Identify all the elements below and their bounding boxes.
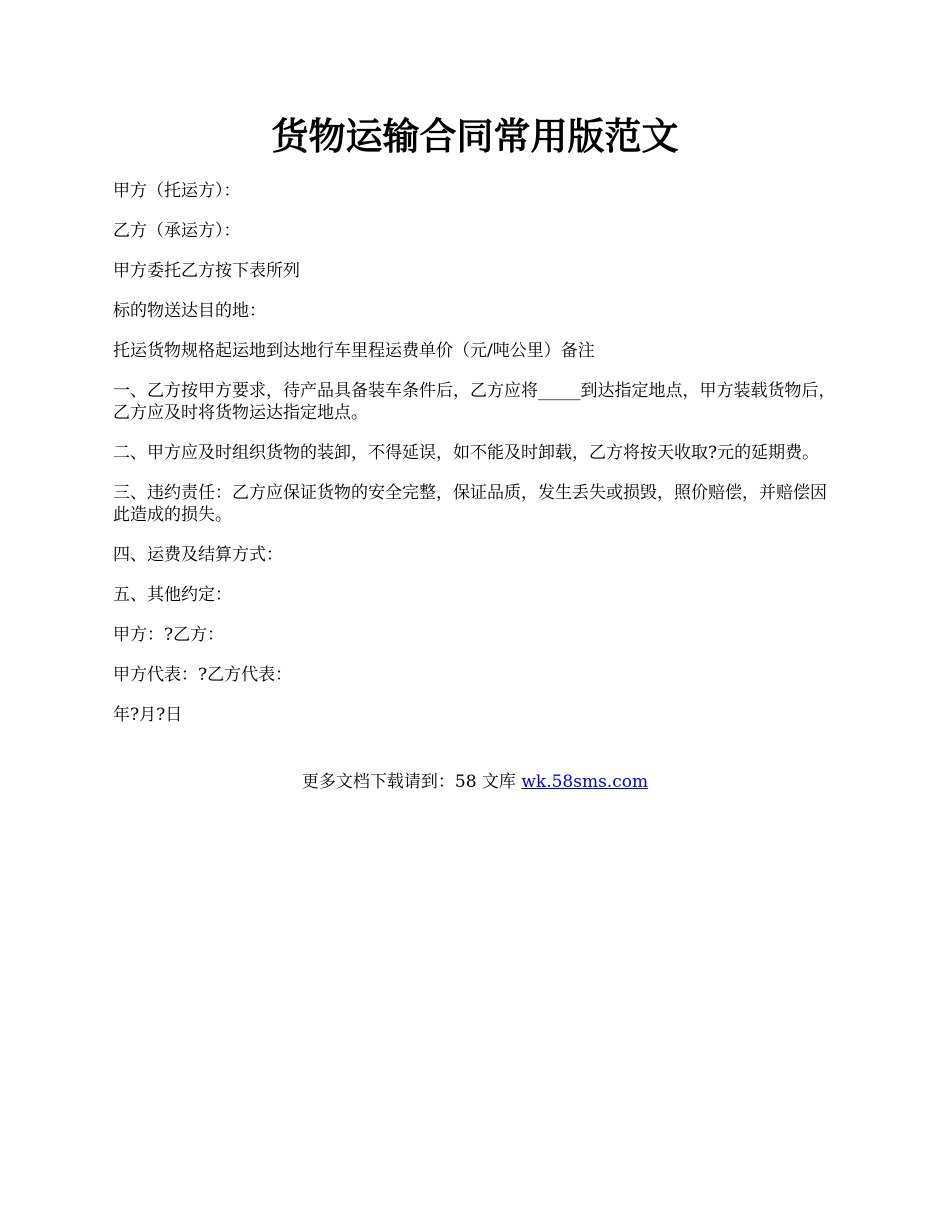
footer-link[interactable]: wk.58sms.com (521, 772, 649, 792)
clause-3: 三、违约责任：乙方应保证货物的安全完整，保证品质，发生丢失或损毁，照价赔偿，并赔偿因此造成的损失。 (113, 483, 827, 525)
download-footer (0, 771, 950, 793)
entrust-line: 甲方委托乙方按下表所列 (113, 261, 300, 281)
clause-2: 二、甲方应及时组织货物的装卸，不得延误，如不能及时卸载，乙方将按天收取?元的延期费。 (113, 443, 820, 463)
footer-prefix: 更多文档下载请到：58 文库 (301, 772, 522, 792)
table-header-line: 托运货物规格起运地到达地行车里程运费单价（元/吨公里）备注 (113, 341, 595, 361)
document-title: 货物运输合同常用版范文 (271, 114, 679, 158)
signature-date: 年?月?日 (113, 705, 183, 725)
destination-line: 标的物送达目的地： (113, 301, 266, 321)
clause-1: 一、乙方按甲方要求，待产品具备装车条件后，乙方应将_____到达指定地点，甲方装载货物后，乙方应及时将货物运达指定地点。 (113, 381, 836, 423)
party-a-line: 甲方（托运方）： (113, 181, 241, 201)
clause-4: 四、运费及结算方式： (113, 545, 283, 565)
signature-representatives: 甲方代表：?乙方代表： (113, 665, 293, 685)
party-b-line: 乙方（承运方）： (113, 221, 241, 241)
clause-5: 五、其他约定： (113, 585, 232, 605)
signature-parties: 甲方：?乙方： (113, 625, 225, 645)
document-body (113, 180, 843, 744)
